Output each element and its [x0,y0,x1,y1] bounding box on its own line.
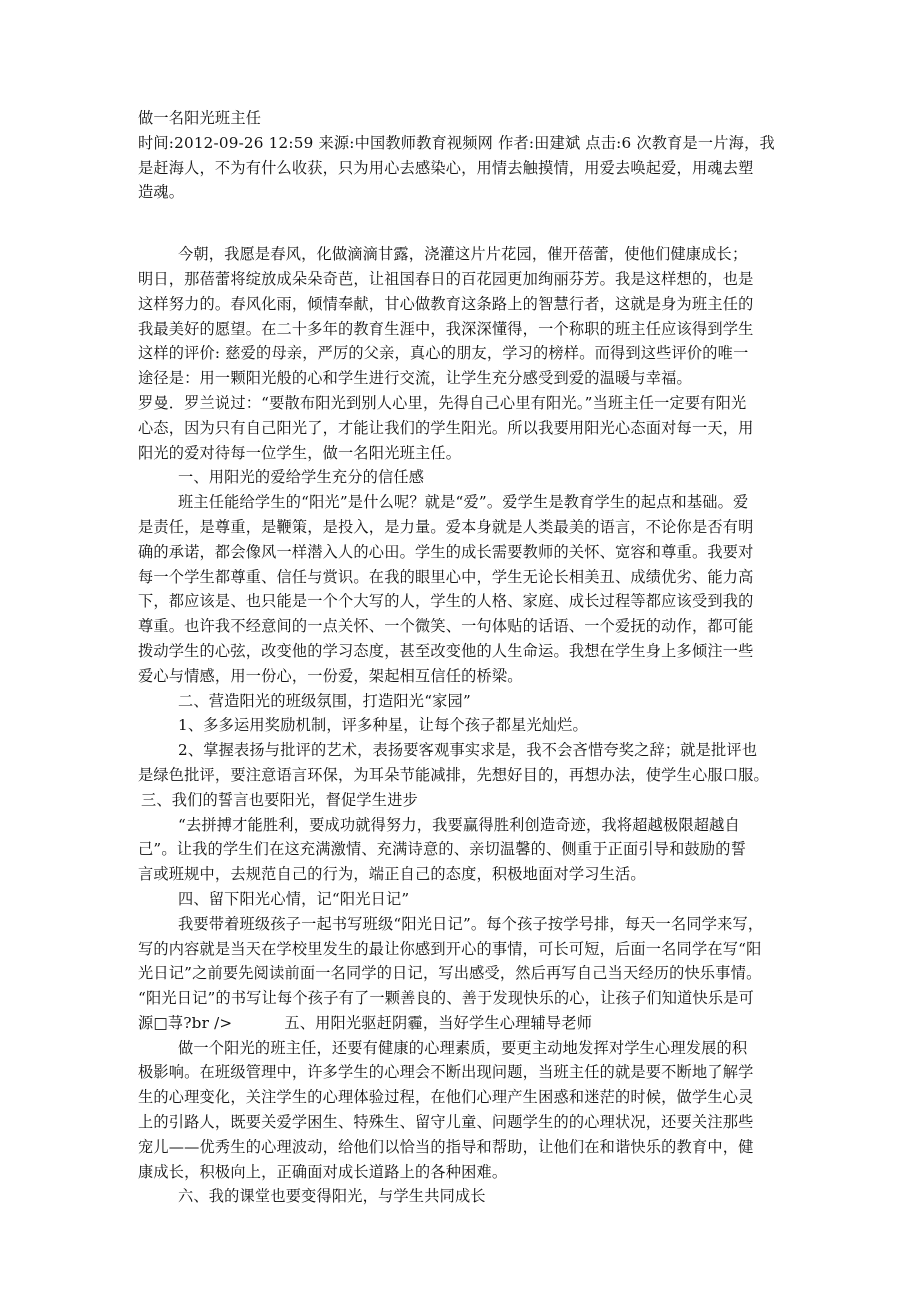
paragraph-line: 途径是：用一颗阳光般的心和学生进行交流，让学生充分感受到爱的温暖与幸福。 [138,369,692,388]
paragraph-line: 爱心与情感，用一份心，一份爱，架起相互信任的桥梁。 [138,666,523,685]
paragraph-line: 这样努力的。春风化雨，倾情奉献，甘心做教育这条路上的智慧行者，这就是身为班主任的 [138,294,754,313]
paragraph-line: 是绿色批评，要注意语言环保，为耳朵节能减排，先想好目的，再想办法，使学生心服口服。 [138,765,769,784]
paragraph-line: 每一个学生都尊重、信任与赏识。在我的眼里心中，学生无论长相美丑、成绩优劣、能力高 [138,567,754,586]
paragraph-line: “阳光日记”的书写让每个孩子有了一颗善良的、善于发现快乐的心，让孩子们知道快乐是可 [138,989,755,1008]
paragraph-line: 确的承诺，都会像风一样潜入人的心田。学生的成长需要教师的关怀、宽容和尊重。我要对 [138,542,754,561]
section-heading: 四、留下阳光心情，记“阳光日记” [178,889,410,908]
paragraph-line: 我要带着班级孩子一起书写班级“阳光日记”。每个孩子按学号排，每天一名同学来写， [178,914,764,933]
paragraph-line: 明日，那蓓蕾将绽放成朵朵奇芭，让祖国春日的百花园更加绚丽芬芳。我是这样想的，也是 [138,269,754,288]
paragraph-line: 康成长，积极向上，正确面对成长道路上的各种困难。 [138,1162,508,1181]
paragraph-line: 言或班规中，去规范自己的行为，端正自己的态度，积极地面对学习生活。 [138,865,646,884]
paragraph-line: 上的引路人，既要关爱学困生、特殊生、留守儿童、问题学生的的心理状况，还要关注那些 [138,1113,754,1132]
paragraph-line: 这样的评价: 慈爱的母亲，严厉的父亲，真心的朋友，学习的榜样。而得到这些评价的唯一 [138,344,749,363]
paragraph-line: 心态，因为只有自己阳光了，才能让我们的学生阳光。所以我要用阳光心态面对每一天，用 [138,418,754,437]
paragraph-line: 今朝，我愿是春风，化做滴滴甘露，浇灌这片片花园，催开蓓蕾，使他们健康成长； [178,245,748,264]
paragraph-line: 阳光的爱对待每一位学生，做一名阳光班主任。 [138,443,462,462]
paragraph-line: 班主任能给学生的“阳光”是什么呢？就是“爱”。爱学生是教育学生的起点和基础。爱 [178,493,749,512]
list-item: 1、多多运用奖励机制，评多种星，让每个孩子都星光灿烂。 [178,716,588,735]
paragraph-line: 宠儿——优秀生的心理波动，给他们以恰当的指导和帮助，让他们在和谐快乐的教育中，健 [138,1137,754,1156]
paragraph-line: 是责任，是尊重，是鞭策，是投入，是力量。爱本身就是人类最美的语言，不论你是否有明 [138,517,754,536]
list-item: 2、掌握表扬与批评的艺术，表扬要客观事实求是，我不会吝惜夸奖之辞；就是批评也 [178,741,758,760]
mixed-line [138,1011,788,1036]
intro-line: 造魂。 [138,183,185,202]
paragraph-line: 下，都应该是、也只能是一个个大写的人，学生的人格、家庭、成长过程等都应该受到我的 [138,592,754,611]
document-page [138,106,788,1209]
paragraph-line: “去拼搏才能胜利，要成功就得努力，我要赢得胜利创造奇迹，我将超越极限超越自 [178,815,740,834]
paragraph-line: 己”。让我的学生们在这充满激情、充满诗意的、亲切温馨的、侧重于正面引导和鼓励的誓 [138,840,747,859]
section-heading: 一、用阳光的爱给学生充分的信任感 [178,468,425,487]
paragraph-line: 写的内容就是当天在学校里发生的最让你感到开心的事情，可长可短，后面一名同学在写“阳 [138,939,762,958]
paragraph-gap [138,205,788,242]
document-title: 做一名阳光班主任 [138,109,262,127]
intro-line: 是赶海人，不为有什么收获，只为用心去感染心，用情去触摸情，用爱去唤起爱，用魂去塑 [138,158,754,177]
paragraph-line: 光日记”之前要先阅读前面一名同学的日记，写出感受，然后再写自己当天经历的快乐事情。 [138,964,762,983]
garbled-text: 源□荨?br /> [138,1013,233,1032]
paragraph-line: 做一个阳光的班主任，还要有健康的心理素质，要更主动地发挥对学生心理发展的积 [178,1038,748,1057]
paragraph-line: 罗曼．罗兰说过：“要散布阳光到别人心里，先得自己心里有阳光。”当班主任一定要有阳光 [138,393,747,412]
paragraph-line: 极影响。在班级管理中，许多学生的心理会不断出现问题，当班主任的就是要不断地了解学 [138,1063,754,1082]
paragraph-line: 生的心理变化，关注学生的心理体验过程，在他们心理产生困惑和迷茫的时候，做学生心灵 [138,1088,754,1107]
section-heading: 六、我的课堂也要变得阳光，与学生共同成长 [178,1187,486,1206]
section-heading: 五、用阳光驱赶阴霾，当好学生心理辅导老师 [284,1013,593,1032]
paragraph-line: 尊重。也许我不经意间的一点关怀、一个微笑、一句体贴的话语、一个爱抚的动作，都可能 [138,617,754,636]
meta-line: 时间:2012-09-26 12:59 来源:中国教师教育视频网 作者:田建斌 点击:6 次教育是一片海，我 [138,133,775,152]
section-heading: 三、我们的誓言也要阳光，督促学生进步 [141,790,418,809]
paragraph-line: 拨动学生的心弦，改变他的学习态度，甚至改变他的人生命运。我想在学生身上多倾注一些 [138,641,754,660]
paragraph-line: 我最美好的愿望。在二十多年的教育生涯中，我深深懂得，一个称职的班主任应该得到学生 [138,319,754,338]
section-heading: 二、营造阳光的班级氛围，打造阳光“家园” [178,691,471,710]
